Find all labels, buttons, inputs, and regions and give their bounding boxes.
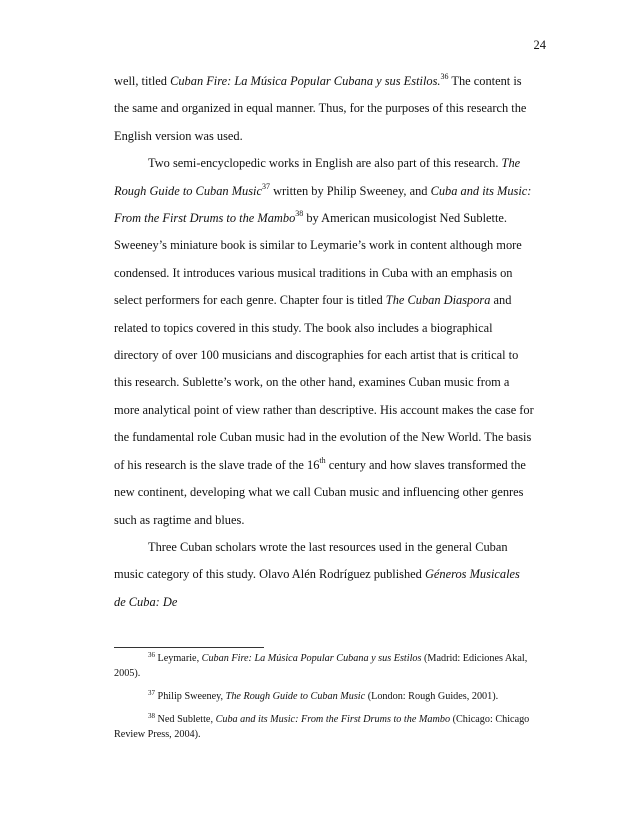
- footnote-text: Ned Sublette,: [155, 714, 216, 725]
- paragraph-3: [114, 534, 534, 616]
- footnote-ref-38[interactable]: 38: [295, 209, 304, 219]
- paragraph-1: [114, 68, 534, 150]
- book-title: The Rough Guide to Cuban Music: [114, 156, 521, 198]
- footnote-text: Leymarie,: [155, 653, 202, 664]
- text-run: and related to topics covered in this study. The book also includes a biographical directory of over 100 musicians and discographies for each artist that is critical to this research. Sublette’s work, on the other hand, examines Cuban music from a more analytical point of view rather than descriptive. His account makes the case for the fundamental role Cuban music had in the evolution of the New World. The basis of his research is the slave trade of the 16: [114, 293, 534, 472]
- footnotes: [114, 651, 534, 750]
- footnote-ref-37[interactable]: 37: [262, 181, 270, 191]
- page-number: 24: [533, 38, 546, 52]
- footnote-number: 37: [148, 689, 155, 697]
- footnote-37: [114, 689, 534, 704]
- chapter-title: The Cuban Diaspora: [385, 293, 491, 308]
- footnote-separator: [114, 647, 264, 648]
- footnote-text: Philip Sweeney,: [155, 691, 226, 702]
- footnote-number: 38: [148, 712, 155, 720]
- text-run: by American musicologist Ned Sublette. Sweeney’s miniature book is similar to Leymarie’s work in content although more condensed. It introduces various musical traditions in Cuba with an emphasis on select performers for each genre. Chapter four is titled: [114, 211, 522, 308]
- footnote-38: [114, 712, 534, 742]
- footnote-36: [114, 651, 534, 681]
- text-run: well, titled: [114, 74, 171, 88]
- ordinal-suffix: th: [319, 455, 326, 465]
- paragraph-2: [114, 150, 534, 534]
- footnote-title: The Rough Guide to Cuban Music: [225, 691, 366, 702]
- footnote-title: Cuban Fire: La Música Popular Cubana y sus Estilos: [201, 653, 422, 664]
- footnote-text: (Madrid: Ediciones Akal, 2005).: [114, 653, 528, 679]
- footnote-title: Cuba and its Music: From the First Drums to the Mambo: [215, 714, 451, 725]
- text-run: written by Philip Sweeney, and: [270, 183, 431, 198]
- text-run: century and how slaves transformed the new continent, developing what we call Cuban music and influencing other genres such as ragtime and blues.: [114, 457, 526, 527]
- book-title: Cuban Fire: La Música Popular Cubana y sus Estilos.: [170, 74, 441, 88]
- book-title: Géneros Musicales de Cuba: De: [114, 567, 520, 609]
- body-text: [114, 68, 534, 616]
- footnote-text: (Chicago: Chicago Review Press, 2004).: [114, 714, 530, 740]
- book-title: Cuba and its Music: From the First Drums to the Mambo: [114, 183, 532, 226]
- text-run: Two semi-encyclopedic works in English are also part of this research.: [148, 156, 502, 171]
- footnote-ref-36[interactable]: 36: [440, 72, 449, 81]
- footnote-text: (London: Rough Guides, 2001).: [365, 691, 499, 702]
- footnote-number: 36: [148, 651, 155, 659]
- text-run: Three Cuban scholars wrote the last resources used in the general Cuban music category of this study. Olavo Alén Rodríguez published: [114, 539, 508, 582]
- text-run: The content is the same and organized in equal manner. Thus, for the purposes of this research the English version was used.: [114, 74, 527, 143]
